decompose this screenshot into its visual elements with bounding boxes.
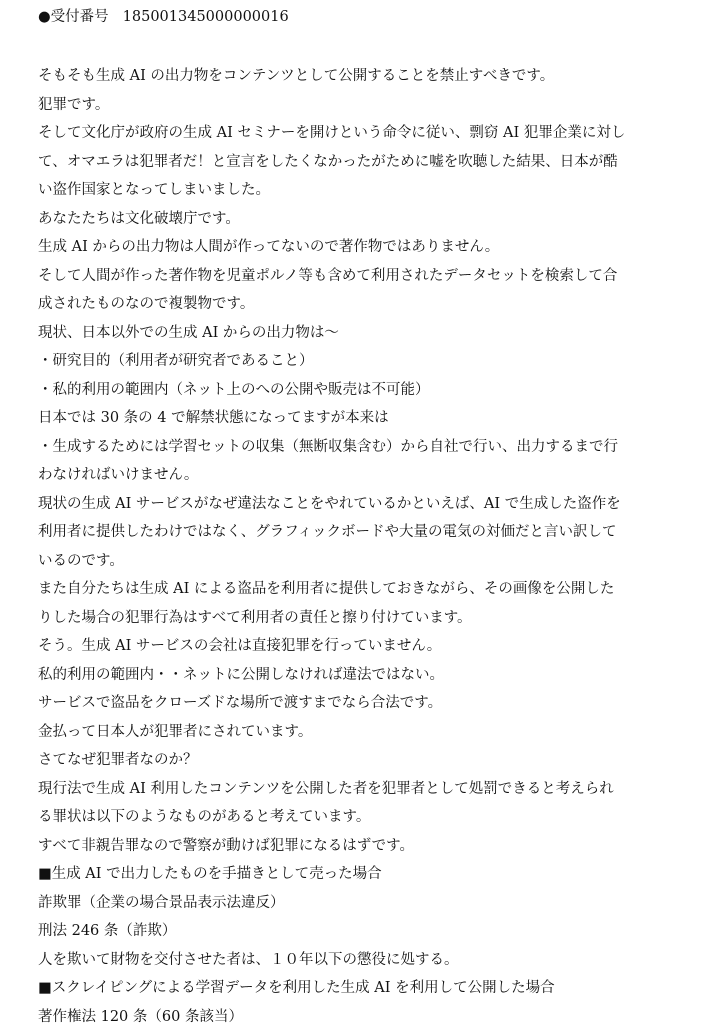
- text-line: あなたたちは文化破壊庁です。: [38, 205, 680, 234]
- text-line: 詐欺罪（企業の場合景品表示法違反）: [38, 889, 680, 918]
- text-line: ・生成するためには学習セットの収集（無断収集含む）から自社で行い、出力するまで行: [38, 433, 680, 462]
- text-line: 現状、日本以外での生成 AI からの出力物は～: [38, 319, 680, 348]
- section-heading: ■生成 AI で出力したものを手描きとして売った場合: [38, 860, 680, 889]
- section-heading: ■スクレイピングによる学習データを利用した生成 AI を利用して公開した場合: [38, 974, 680, 1003]
- text-line: ・研究目的（利用者が研究者であること）: [38, 347, 680, 376]
- text-line: サービスで盗品をクローズドな場所で渡すまでなら合法です。: [38, 689, 680, 718]
- text-line: いるのです。: [38, 547, 680, 576]
- text-line: 金払って日本人が犯罪者にされています。: [38, 718, 680, 747]
- receipt-label: ●受付番号: [38, 9, 109, 25]
- text-line: 利用者に提供したわけではなく、グラフィックボードや大量の電気の対価だと言い訳して: [38, 518, 680, 547]
- text-line: い盗作国家となってしまいました。: [38, 176, 680, 205]
- text-line: 犯罪です。: [38, 91, 680, 120]
- text-line: 日本では 30 条の 4 で解禁状態になってますが本来は: [38, 404, 680, 433]
- text-line: 刑法 246 条（詐欺）: [38, 917, 680, 946]
- text-line: 生成 AI からの出力物は人間が作ってないので著作物ではありません。: [38, 233, 680, 262]
- text-line: さてなぜ犯罪者なのか？: [38, 746, 680, 775]
- text-line: 私的利用の範囲内・・ネットに公開しなければ違法ではない。: [38, 661, 680, 690]
- document-body: [38, 62, 680, 1031]
- text-line: 成されたものなので複製物です。: [38, 290, 680, 319]
- text-line: そもそも生成 AI の出力物をコンテンツとして公開することを禁止すべきです。: [38, 62, 680, 91]
- text-line: ・私的利用の範囲内（ネット上のへの公開や販売は不可能）: [38, 376, 680, 405]
- text-line: 人を欺いて財物を交付させた者は、１０年以下の懲役に処する。: [38, 946, 680, 975]
- text-line: 現行法で生成 AI 利用したコンテンツを公開した者を犯罪者として処罰できると考えられ: [38, 775, 680, 804]
- text-line: 著作権法 120 条（60 条該当）: [38, 1003, 680, 1031]
- text-line: る罪状は以下のようなものがあると考えています。: [38, 803, 680, 832]
- text-line: また自分たちは生成 AI による盗品を利用者に提供しておきながら、その画像を公開した: [38, 575, 680, 604]
- text-line: そして文化庁が政府の生成 AI セミナーを開けという命令に従い、剽窃 AI 犯罪企業に対し: [38, 119, 680, 148]
- text-line: そう。生成 AI サービスの会社は直接犯罪を行っていません。: [38, 632, 680, 661]
- text-line: そして人間が作った著作物を児童ポルノ等も含めて利用されたデータセットを検索して合: [38, 262, 680, 291]
- text-line: 現状の生成 AI サービスがなぜ違法なことをやれているかといえば、AI で生成した盗作を: [38, 490, 680, 519]
- text-line: わなければいけません。: [38, 461, 680, 490]
- text-line: て、オマエラは犯罪者だ！と宣言をしたくなかったがために嘘を吹聴した結果、日本が酷: [38, 148, 680, 177]
- receipt-number: 185001345000000016: [123, 9, 289, 25]
- text-line: りした場合の犯罪行為はすべて利用者の責任と擦り付けています。: [38, 604, 680, 633]
- receipt-number-header: [38, 5, 289, 29]
- text-line: すべて非親告罪なので警察が動けば犯罪になるはずです。: [38, 832, 680, 861]
